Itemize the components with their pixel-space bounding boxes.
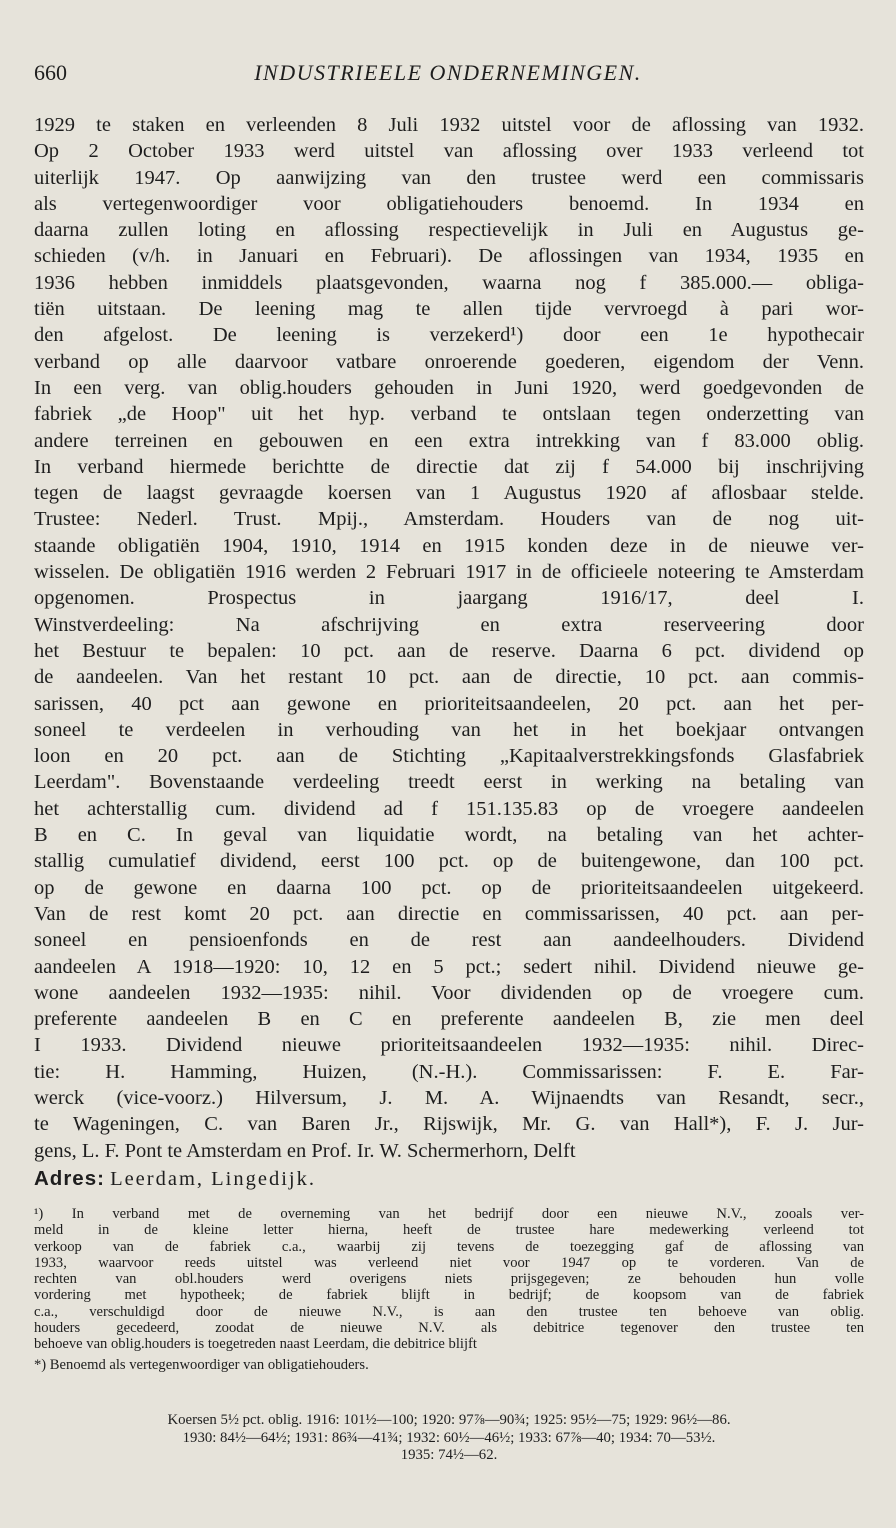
footnote-line: 1933, waarvoor reeds uitstel was verleend niet voor 1947 op te vorderen. Van de bbox=[34, 1254, 864, 1271]
body-line: 1929 te staken en verleenden 8 Juli 1932 uitstel voor de aflossing van 1932. bbox=[34, 114, 864, 136]
body-line: In een verg. van oblig.houders gehouden in Juni 1920, werd goedgevonden de bbox=[34, 376, 864, 399]
body-line: wone aandeelen 1932—1935: nihil. Voor dividenden op de vroegere cum. bbox=[34, 981, 864, 1004]
address-label: Adres: bbox=[34, 1166, 105, 1190]
body-line: tiën uitstaan. De leening mag te allen tijde vervroegd à pari wor- bbox=[34, 298, 864, 321]
body-line: fabriek „de Hoop" uit het hyp. verband te ontslaan tegen onderzetting van bbox=[34, 403, 864, 426]
footnote-line: vordering met hypotheek; de fabriek blijft in bedrijf; de koopsom van de fabriek bbox=[34, 1287, 864, 1304]
body-text bbox=[34, 112, 864, 1192]
running-title: INDUSTRIEELE ONDERNEMINGEN. bbox=[254, 60, 642, 85]
page-number: 660 bbox=[34, 60, 67, 85]
footnote-line: c.a., verschuldigd door de nieuwe N.V., is aan den trustee ten behoeve van oblig. bbox=[34, 1303, 864, 1320]
body-line: Trustee: Nederl. Trust. Mpij., Amsterdam. Houders van de nog uit- bbox=[34, 508, 864, 531]
body-line: loon en 20 pct. aan de Stichting „Kapitaalverstrekkingsfonds Glasfabriek bbox=[34, 745, 864, 768]
body-line: soneel en pensioenfonds en de rest aan aandeelhouders. Dividend bbox=[34, 929, 864, 952]
body-line: tie: H. Hamming, Huizen, (N.-H.). Commissarissen: F. E. Far- bbox=[34, 1060, 864, 1083]
body-line: werck (vice-voorz.) Hilversum, J. M. A. Wijnaendts van Resandt, secr., bbox=[34, 1086, 864, 1109]
body-line: te Wageningen, C. van Baren Jr., Rijswijk, Mr. G. van Hall*), F. J. Jur- bbox=[34, 1113, 864, 1136]
address-value: Leerdam, Lingedijk. bbox=[110, 1167, 316, 1190]
body-line: Op 2 October 1933 werd uitstel van aflossing over 1933 verleend tot bbox=[34, 140, 864, 163]
body-line: sarissen, 40 pct aan gewone en prioriteitsaandeelen, 20 pct. aan het per- bbox=[34, 692, 864, 715]
body-line: Van de rest komt 20 pct. aan directie en commissarissen, 40 pct. aan per- bbox=[34, 902, 864, 925]
body-line: B en C. In geval van liquidatie wordt, na betaling van het achter- bbox=[34, 824, 864, 847]
body-line: het achterstallig cum. dividend ad f 151.135.83 op de vroegere aandeelen bbox=[34, 797, 864, 820]
footnote-line: ¹) In verband met de overneming van het bedrijf door een nieuwe N.V., zooals ver- bbox=[34, 1206, 864, 1222]
body-line: staande obligatiën 1904, 1910, 1914 en 1915 konden deze in de nieuwe ver- bbox=[34, 534, 864, 557]
page-header bbox=[34, 60, 862, 92]
body-line: op de gewone en daarna 100 pct. op de prioriteitsaandeelen uitgekeerd. bbox=[34, 876, 864, 899]
body-line: verband op alle daarvoor vatbare onroerende goederen, eigendom der Venn. bbox=[34, 350, 864, 373]
body-line: 1936 hebben inmiddels plaatsgevonden, waarna nog f 385.000.— obliga- bbox=[34, 271, 864, 294]
footnote-asterisk: *) Benoemd als vertegenwoordiger van obligatiehouders. bbox=[34, 1356, 369, 1373]
body-line: stallig cumulatief dividend, eerst 100 pct. op de buitengewone, dan 100 pct. bbox=[34, 850, 864, 873]
koersen-line: Koersen 5½ pct. oblig. 1916: 101½—100; 1920: 97⅞—90¾; 1925: 95½—75; 1929: 96½—86. bbox=[167, 1412, 731, 1428]
footnotes bbox=[34, 1206, 864, 1373]
body-line: Leerdam". Bovenstaande verdeeling treedt eerst in werking na betaling van bbox=[34, 771, 864, 794]
body-line: aandeelen A 1918—1920: 10, 12 en 5 pct.; sedert nihil. Dividend nieuwe ge- bbox=[34, 955, 864, 978]
body-line: uiterlijk 1947. Op aanwijzing van den trustee werd een commissaris bbox=[34, 166, 864, 189]
body-line: als vertegenwoordiger voor obligatiehouders benoemd. In 1934 en bbox=[34, 192, 864, 215]
footnote-line: houders gecedeerd, zoodat de nieuwe N.V. als debitrice tegenover den trustee ten bbox=[34, 1320, 864, 1337]
koersen-line: 1935: 74½—62. bbox=[400, 1447, 498, 1463]
body-line: tegen de laagst gevraagde koersen van 1 Augustus 1920 af aflosbaar stelde. bbox=[34, 482, 864, 505]
body-line: wisselen. De obligatiën 1916 werden 2 Februari 1917 in de officieele noteering te Amsterdam opgenomen. Prospectus in jaargang 1916/17, deel I. bbox=[34, 561, 864, 610]
body-line: gens, L. F. Pont te Amsterdam en Prof. Ir. W. Schermerhorn, Delft bbox=[34, 1139, 576, 1162]
body-line: daarna zullen loting en aflossing respectievelijk in Juli en Augustus ge- bbox=[34, 219, 864, 242]
address-line bbox=[34, 1166, 864, 1192]
footnote-line: meld in de kleine letter hierna, heeft de trustee hare medewerking verleend tot bbox=[34, 1222, 864, 1239]
body-line: Winstverdeeling: Na afschrijving en extra reserveering door bbox=[34, 613, 864, 636]
body-line: I 1933. Dividend nieuwe prioriteitsaandeelen 1932—1935: nihil. Direc- bbox=[34, 1034, 864, 1057]
body-line: soneel te verdeelen in verhouding van het in het boekjaar ontvangen bbox=[34, 718, 864, 741]
body-line: de aandeelen. Van het restant 10 pct. aan de directie, 10 pct. aan commis- bbox=[34, 666, 864, 689]
body-line: schieden (v/h. in Januari en Februari). De aflossingen van 1934, 1935 en bbox=[34, 245, 864, 268]
koersen-block bbox=[34, 1412, 864, 1465]
footnote-line: rechten van obl.houders werd overigens niets prijsgegeven; ze behouden hun volle bbox=[34, 1271, 864, 1288]
body-line: den afgelost. De leening is verzekerd¹) door een 1e hypothecair bbox=[34, 324, 864, 347]
body-line: preferente aandeelen B en C en preferente aandeelen B, zie men deel bbox=[34, 1008, 864, 1031]
koersen-line: 1930: 84½—64½; 1931: 86¾—41¾; 1932: 60½—46½; 1933: 67⅞—40; 1934: 70—53½. bbox=[182, 1429, 716, 1446]
footnote-line: verkoop van de fabriek c.a., waarbij zij tevens de toezegging gaf de aflossing van bbox=[34, 1238, 864, 1255]
footnote-line: behoeve van oblig.houders is toegetreden naast Leerdam, die debitrice blijft bbox=[34, 1336, 477, 1353]
body-line: het Bestuur te bepalen: 10 pct. aan de reserve. Daarna 6 pct. dividend op bbox=[34, 639, 864, 662]
body-line: In verband hiermede berichtte de directie dat zij f 54.000 bij inschrijving bbox=[34, 455, 864, 478]
body-line: andere terreinen en gebouwen en een extra intrekking van f 83.000 oblig. bbox=[34, 429, 864, 452]
